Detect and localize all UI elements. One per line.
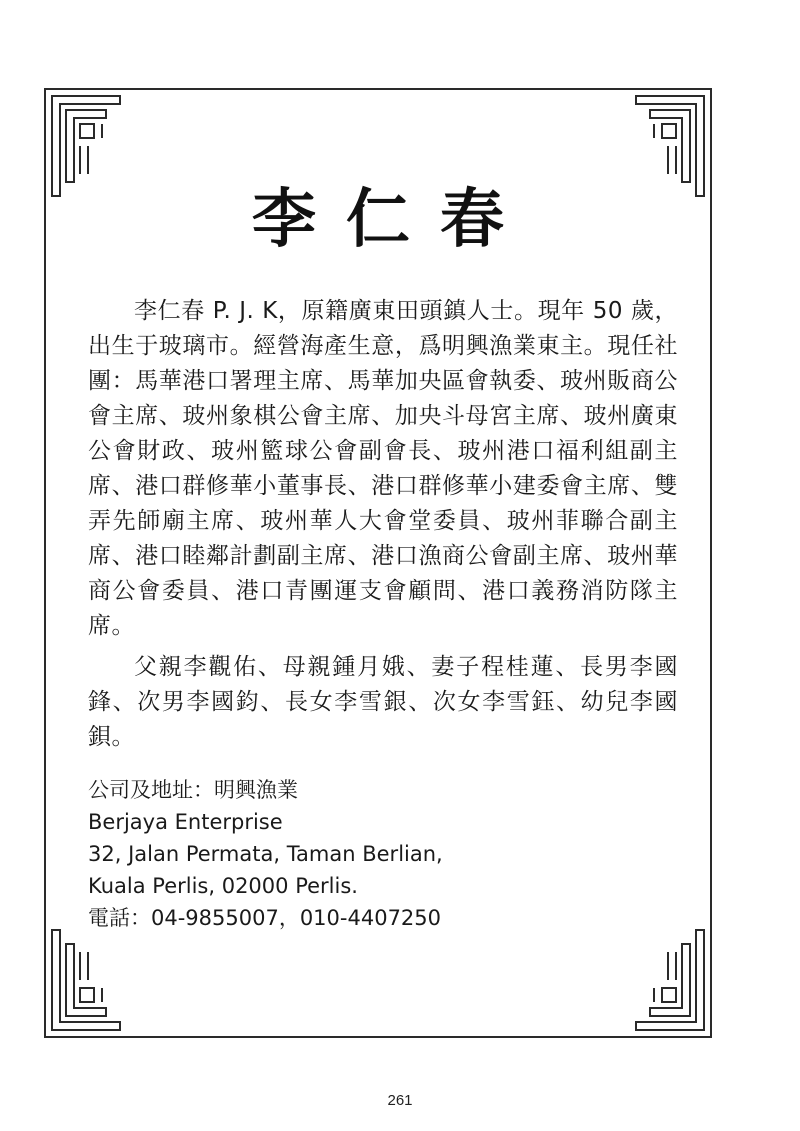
address-line-3: Kuala Perlis, 02000 Perlis. — [88, 874, 358, 898]
company-line: 公司及地址：明興漁業 — [88, 778, 298, 802]
address-line-1: Berjaya Enterprise — [88, 810, 283, 834]
decorative-border-frame — [44, 88, 712, 1038]
corner-ornament-bottom-left — [50, 928, 122, 1032]
address-block — [88, 774, 443, 934]
page-number: 261 — [387, 1092, 413, 1109]
phone-line: 電話：04-9855007，010-4407250 — [88, 906, 442, 930]
address-line-2: 32, Jalan Permata, Taman Berlian, — [88, 842, 443, 866]
family-paragraph: 父親李觀佑、母親鍾月娥、妻子程桂蓮、長男李國鋒、次男李國鈞、長女李雪銀、次女李雪鈺、幼兒李國鋇。 — [88, 654, 678, 750]
person-name-title: 李仁春 — [252, 182, 534, 257]
biography-paragraph: 李仁春 P. J. K，原籍廣東田頭鎮人士。現年 50 歲，出生于玻璃市。經營海產生意，爲明興漁業東主。現任社團：馬華港口署理主席、馬華加央區會執委、玻州販商公會主席、玻州象棋公會主席、加央斗母宮主席、玻州廣東公會財政、玻州籃球公會副會長、玻州港口福利組副主席、港口群修華小董事長、港口群修華小建委會主席、雙弄先師廟主席、玻州華人大會堂委員、玻州菲聯合副主席、港口睦鄰計劃副主席、港口漁商公會副主席、玻州華商公會委員、港口青團運支會顧問、港口義務消防隊主席。 — [88, 298, 678, 639]
corner-ornament-bottom-right — [634, 928, 706, 1032]
